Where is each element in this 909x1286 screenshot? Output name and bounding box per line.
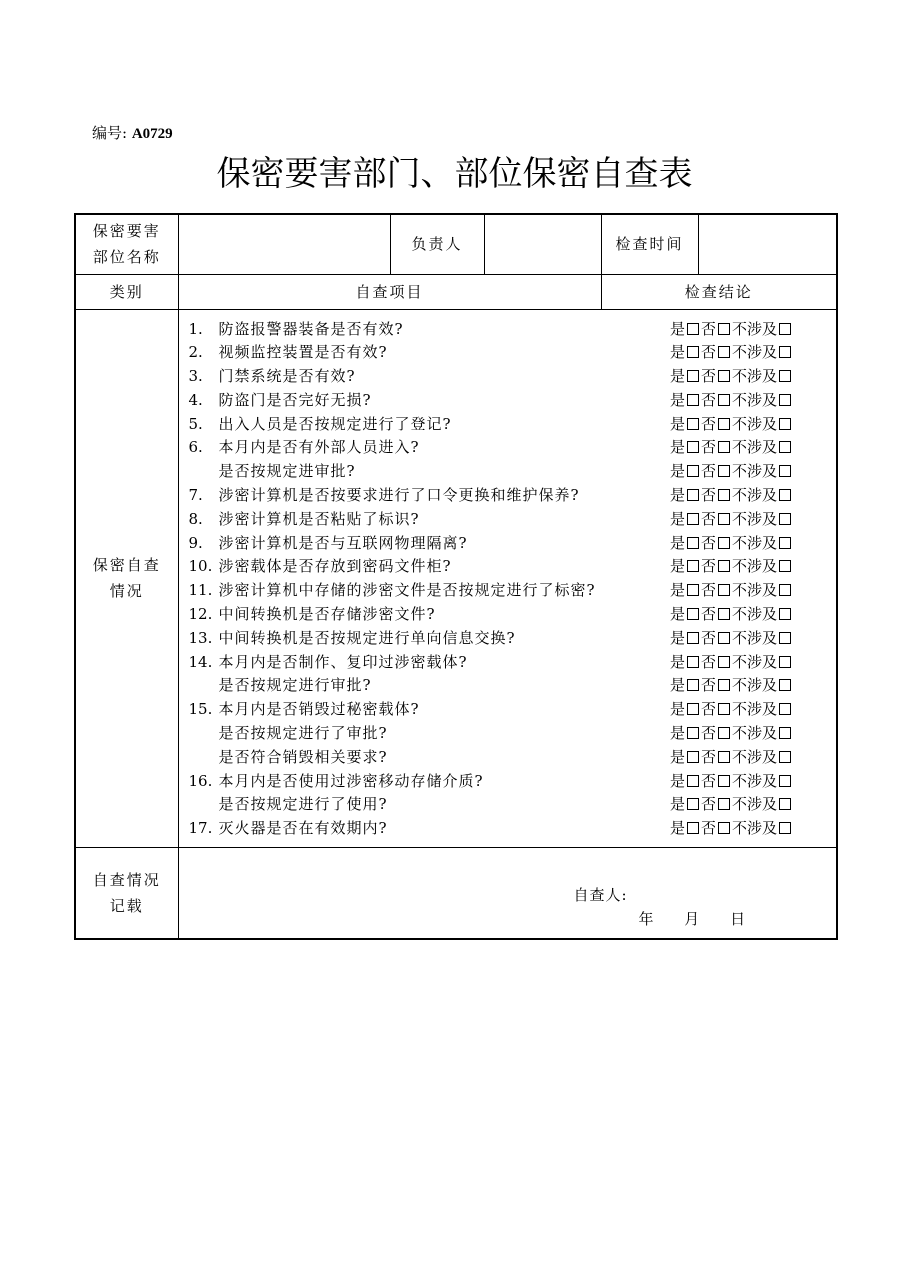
no-label: 否 xyxy=(701,557,717,576)
item-options xyxy=(670,555,836,579)
no-checkbox[interactable] xyxy=(718,775,730,787)
self-check-label-line2: 情况 xyxy=(109,582,144,601)
item-text: 防盗门是否完好无损? xyxy=(218,390,372,409)
no-label: 否 xyxy=(701,414,717,433)
no-checkbox[interactable] xyxy=(718,323,730,335)
item-number: 1. xyxy=(188,319,203,338)
month-label: 月 xyxy=(684,910,701,929)
sign-date xyxy=(639,908,771,929)
form-code xyxy=(92,122,173,143)
na-checkbox[interactable] xyxy=(779,370,791,382)
item-number: 5. xyxy=(188,414,203,433)
no-checkbox[interactable] xyxy=(718,394,730,406)
item-options xyxy=(670,579,836,603)
no-label: 否 xyxy=(701,795,717,814)
check-time-label: 检查时间 xyxy=(601,214,698,274)
no-checkbox[interactable] xyxy=(718,751,730,763)
yes-checkbox[interactable] xyxy=(687,323,699,335)
item-options xyxy=(670,698,836,722)
no-label: 否 xyxy=(701,700,717,719)
item-number xyxy=(179,746,219,770)
item-number: 11. xyxy=(188,581,213,600)
no-label: 否 xyxy=(701,367,717,386)
item-text: 本月内是否使用过涉密移动存储介质? xyxy=(218,771,484,790)
item-number: 15. xyxy=(188,700,213,719)
check-time-field[interactable] xyxy=(698,214,837,274)
yes-checkbox[interactable] xyxy=(687,703,699,715)
no-label: 否 xyxy=(701,605,717,624)
item-text: 视频监控装置是否有效? xyxy=(218,343,388,362)
item-options xyxy=(670,817,836,841)
yes-checkbox[interactable] xyxy=(687,560,699,572)
no-checkbox[interactable] xyxy=(718,822,730,834)
yes-label: 是 xyxy=(670,724,686,743)
no-checkbox[interactable] xyxy=(718,656,730,668)
location-label-line1: 保密要害 xyxy=(92,222,161,241)
yes-label: 是 xyxy=(670,533,686,552)
yes-checkbox[interactable] xyxy=(687,775,699,787)
record-field[interactable] xyxy=(178,848,837,940)
na-label: 不涉及 xyxy=(732,819,778,838)
no-checkbox[interactable] xyxy=(718,513,730,525)
item-text: 中间转换机是否存储涉密文件? xyxy=(218,605,436,624)
yes-label: 是 xyxy=(670,771,686,790)
yes-label: 是 xyxy=(670,509,686,528)
no-label: 否 xyxy=(701,438,717,457)
na-label: 不涉及 xyxy=(732,486,778,505)
no-checkbox[interactable] xyxy=(718,441,730,453)
yes-checkbox[interactable] xyxy=(687,608,699,620)
item-number xyxy=(179,674,219,698)
item-text: 本月内是否销毁过秘密载体? xyxy=(218,700,420,719)
item-text: 中间转换机是否按规定进行单向信息交换? xyxy=(218,628,516,647)
na-label: 不涉及 xyxy=(732,509,778,528)
check-item-row xyxy=(179,413,837,437)
item-options xyxy=(670,413,836,437)
na-checkbox[interactable] xyxy=(779,656,791,668)
yes-label: 是 xyxy=(670,438,686,457)
na-checkbox[interactable] xyxy=(779,798,791,810)
item-options xyxy=(670,603,836,627)
item-text: 涉密计算机是否按要求进行了口令更换和维护保养? xyxy=(218,486,580,505)
check-items xyxy=(178,309,837,848)
na-label: 不涉及 xyxy=(732,724,778,743)
yes-label: 是 xyxy=(670,414,686,433)
na-checkbox[interactable] xyxy=(779,465,791,477)
yes-checkbox[interactable] xyxy=(687,632,699,644)
form-code-label: 编号: xyxy=(92,124,128,142)
page-title: 保密要害部门、部位保密自查表 xyxy=(216,154,693,194)
item-options xyxy=(670,318,836,342)
check-item-row xyxy=(179,460,837,484)
self-check-table xyxy=(74,213,838,940)
na-checkbox[interactable] xyxy=(779,703,791,715)
record-label-line1: 自查情况 xyxy=(92,871,161,890)
no-label: 否 xyxy=(701,319,717,338)
no-checkbox[interactable] xyxy=(718,560,730,572)
na-label: 不涉及 xyxy=(732,605,778,624)
yes-label: 是 xyxy=(670,319,686,338)
item-options xyxy=(670,651,836,675)
item-text: 是否按规定进行了使用? xyxy=(218,795,388,814)
na-label: 不涉及 xyxy=(732,676,778,695)
no-checkbox[interactable] xyxy=(718,679,730,691)
yes-checkbox[interactable] xyxy=(687,489,699,501)
yes-label: 是 xyxy=(670,652,686,671)
location-field[interactable] xyxy=(178,214,390,274)
check-item-row xyxy=(179,722,837,746)
item-options xyxy=(670,365,836,389)
no-checkbox[interactable] xyxy=(718,798,730,810)
item-number: 4. xyxy=(188,390,203,409)
no-label: 否 xyxy=(701,486,717,505)
item-options xyxy=(670,389,836,413)
category-header: 类别 xyxy=(75,274,178,309)
item-number: 3. xyxy=(188,367,203,386)
item-number: 6. xyxy=(188,438,203,457)
yes-label: 是 xyxy=(670,462,686,481)
yes-label: 是 xyxy=(670,486,686,505)
item-text: 出入人员是否按规定进行了登记? xyxy=(218,414,452,433)
check-item-row xyxy=(179,318,837,342)
item-text: 是否符合销毁相关要求? xyxy=(218,747,388,766)
yes-checkbox[interactable] xyxy=(687,822,699,834)
yes-label: 是 xyxy=(670,676,686,695)
na-label: 不涉及 xyxy=(732,581,778,600)
check-item-row xyxy=(179,817,837,841)
check-item-row xyxy=(179,389,837,413)
item-text: 是否按规定进行审批? xyxy=(218,676,372,695)
yes-checkbox[interactable] xyxy=(687,537,699,549)
no-label: 否 xyxy=(701,581,717,600)
item-options xyxy=(670,532,836,556)
na-label: 不涉及 xyxy=(732,747,778,766)
item-text: 门禁系统是否有效? xyxy=(218,367,356,386)
check-item-row xyxy=(179,532,837,556)
na-label: 不涉及 xyxy=(732,319,778,338)
na-checkbox[interactable] xyxy=(779,608,791,620)
item-number: 10. xyxy=(188,557,213,576)
no-label: 否 xyxy=(701,724,717,743)
no-checkbox[interactable] xyxy=(718,418,730,430)
no-label: 否 xyxy=(701,628,717,647)
na-label: 不涉及 xyxy=(732,438,778,457)
item-options xyxy=(670,770,836,794)
item-number: 7. xyxy=(188,486,203,505)
na-checkbox[interactable] xyxy=(779,822,791,834)
item-text: 本月内是否制作、复印过涉密载体? xyxy=(218,652,468,671)
check-item-row xyxy=(179,365,837,389)
check-item-row xyxy=(179,627,837,651)
na-checkbox[interactable] xyxy=(779,584,791,596)
no-checkbox[interactable] xyxy=(718,346,730,358)
na-label: 不涉及 xyxy=(732,343,778,362)
yes-label: 是 xyxy=(670,367,686,386)
na-label: 不涉及 xyxy=(732,462,778,481)
na-checkbox[interactable] xyxy=(779,323,791,335)
yes-label: 是 xyxy=(670,795,686,814)
na-checkbox[interactable] xyxy=(779,775,791,787)
yes-checkbox[interactable] xyxy=(687,798,699,810)
owner-label: 负责人 xyxy=(390,214,484,274)
no-label: 否 xyxy=(701,676,717,695)
na-checkbox[interactable] xyxy=(779,632,791,644)
yes-checkbox[interactable] xyxy=(687,465,699,477)
yes-label: 是 xyxy=(670,605,686,624)
no-checkbox[interactable] xyxy=(718,584,730,596)
day-label: 日 xyxy=(730,910,747,929)
form-code-value: A0729 xyxy=(131,126,173,142)
item-options xyxy=(670,793,836,817)
yes-label: 是 xyxy=(670,628,686,647)
no-label: 否 xyxy=(701,652,717,671)
no-checkbox[interactable] xyxy=(718,632,730,644)
check-item-row xyxy=(179,579,837,603)
item-text: 是否按规定进审批? xyxy=(218,462,356,481)
item-number: 14. xyxy=(188,652,213,671)
na-label: 不涉及 xyxy=(732,771,778,790)
yes-checkbox[interactable] xyxy=(687,394,699,406)
no-checkbox[interactable] xyxy=(718,489,730,501)
no-label: 否 xyxy=(701,509,717,528)
yes-checkbox[interactable] xyxy=(687,418,699,430)
item-number: 8. xyxy=(188,509,203,528)
info-row xyxy=(75,214,837,274)
check-item-row xyxy=(179,341,837,365)
yes-label: 是 xyxy=(670,700,686,719)
check-item-row xyxy=(179,793,837,817)
item-options xyxy=(670,674,836,698)
conclusion-header: 检查结论 xyxy=(601,274,837,309)
check-item-row xyxy=(179,555,837,579)
item-number: 13. xyxy=(188,628,213,647)
na-label: 不涉及 xyxy=(732,795,778,814)
no-label: 否 xyxy=(701,747,717,766)
no-checkbox[interactable] xyxy=(718,703,730,715)
na-checkbox[interactable] xyxy=(779,727,791,739)
na-checkbox[interactable] xyxy=(779,513,791,525)
location-label-line2: 部位名称 xyxy=(92,248,161,267)
item-options xyxy=(670,484,836,508)
na-checkbox[interactable] xyxy=(779,751,791,763)
column-header-row xyxy=(75,274,837,309)
na-label: 不涉及 xyxy=(732,390,778,409)
item-text: 本月内是否有外部人员进入? xyxy=(218,438,420,457)
na-checkbox[interactable] xyxy=(779,489,791,501)
no-checkbox[interactable] xyxy=(718,537,730,549)
item-number: 2. xyxy=(188,343,203,362)
no-label: 否 xyxy=(701,462,717,481)
yes-checkbox[interactable] xyxy=(687,346,699,358)
item-options xyxy=(670,436,836,460)
item-options xyxy=(670,460,836,484)
item-options xyxy=(670,341,836,365)
yes-label: 是 xyxy=(670,557,686,576)
item-number xyxy=(179,460,219,484)
check-item-row xyxy=(179,436,837,460)
na-checkbox[interactable] xyxy=(779,537,791,549)
na-label: 不涉及 xyxy=(732,414,778,433)
item-text: 涉密计算机中存储的涉密文件是否按规定进行了标密? xyxy=(218,581,596,600)
na-checkbox[interactable] xyxy=(779,560,791,572)
yes-label: 是 xyxy=(670,390,686,409)
yes-checkbox[interactable] xyxy=(687,441,699,453)
no-label: 否 xyxy=(701,533,717,552)
item-number: 12. xyxy=(188,605,213,624)
self-check-row xyxy=(75,309,837,848)
check-item-row xyxy=(179,698,837,722)
na-label: 不涉及 xyxy=(732,557,778,576)
yes-checkbox[interactable] xyxy=(687,751,699,763)
na-label: 不涉及 xyxy=(732,628,778,647)
no-checkbox[interactable] xyxy=(718,727,730,739)
na-label: 不涉及 xyxy=(732,700,778,719)
item-number: 17. xyxy=(188,819,213,838)
yes-label: 是 xyxy=(670,819,686,838)
no-label: 否 xyxy=(701,819,717,838)
check-item-row xyxy=(179,674,837,698)
yes-label: 是 xyxy=(670,581,686,600)
record-label-line2: 记载 xyxy=(109,897,144,916)
na-checkbox[interactable] xyxy=(779,679,791,691)
yes-checkbox[interactable] xyxy=(687,679,699,691)
no-label: 否 xyxy=(701,390,717,409)
item-options xyxy=(670,746,836,770)
yes-checkbox[interactable] xyxy=(687,584,699,596)
item-number: 16. xyxy=(188,771,213,790)
no-label: 否 xyxy=(701,771,717,790)
yes-label: 是 xyxy=(670,343,686,362)
item-text: 涉密计算机是否与互联网物理隔离? xyxy=(218,533,468,552)
item-text: 是否按规定进行了审批? xyxy=(218,724,388,743)
yes-label: 是 xyxy=(670,747,686,766)
check-item-row xyxy=(179,484,837,508)
na-label: 不涉及 xyxy=(732,367,778,386)
item-options xyxy=(670,508,836,532)
self-check-label xyxy=(75,309,178,848)
self-check-label-line1: 保密自查 xyxy=(92,556,161,575)
signer-label: 自查人: xyxy=(573,886,628,905)
item-text: 防盗报警器装备是否有效? xyxy=(218,319,404,338)
yes-checkbox[interactable] xyxy=(687,727,699,739)
check-item-row xyxy=(179,651,837,675)
yes-checkbox[interactable] xyxy=(687,656,699,668)
record-label xyxy=(75,848,178,940)
na-checkbox[interactable] xyxy=(779,394,791,406)
check-item-row xyxy=(179,603,837,627)
year-label: 年 xyxy=(638,910,655,929)
owner-field[interactable] xyxy=(484,214,601,274)
record-row xyxy=(75,848,837,940)
yes-checkbox[interactable] xyxy=(687,370,699,382)
item-options xyxy=(670,722,836,746)
item-text: 涉密载体是否存放到密码文件柜? xyxy=(218,557,452,576)
location-label xyxy=(75,214,178,274)
na-checkbox[interactable] xyxy=(779,441,791,453)
na-checkbox[interactable] xyxy=(779,418,791,430)
item-options xyxy=(670,627,836,651)
na-label: 不涉及 xyxy=(732,652,778,671)
item-number: 9. xyxy=(188,533,203,552)
item-text: 灭火器是否在有效期内? xyxy=(218,819,388,838)
items-header: 自查项目 xyxy=(178,274,601,309)
item-number xyxy=(179,793,219,817)
check-item-row xyxy=(179,746,837,770)
na-label: 不涉及 xyxy=(732,533,778,552)
no-label: 否 xyxy=(701,343,717,362)
item-text: 涉密计算机是否粘贴了标识? xyxy=(218,509,420,528)
yes-checkbox[interactable] xyxy=(687,513,699,525)
no-checkbox[interactable] xyxy=(718,370,730,382)
no-checkbox[interactable] xyxy=(718,608,730,620)
no-checkbox[interactable] xyxy=(718,465,730,477)
check-item-row xyxy=(179,770,837,794)
na-checkbox[interactable] xyxy=(779,346,791,358)
check-item-row xyxy=(179,508,837,532)
item-number xyxy=(179,722,219,746)
